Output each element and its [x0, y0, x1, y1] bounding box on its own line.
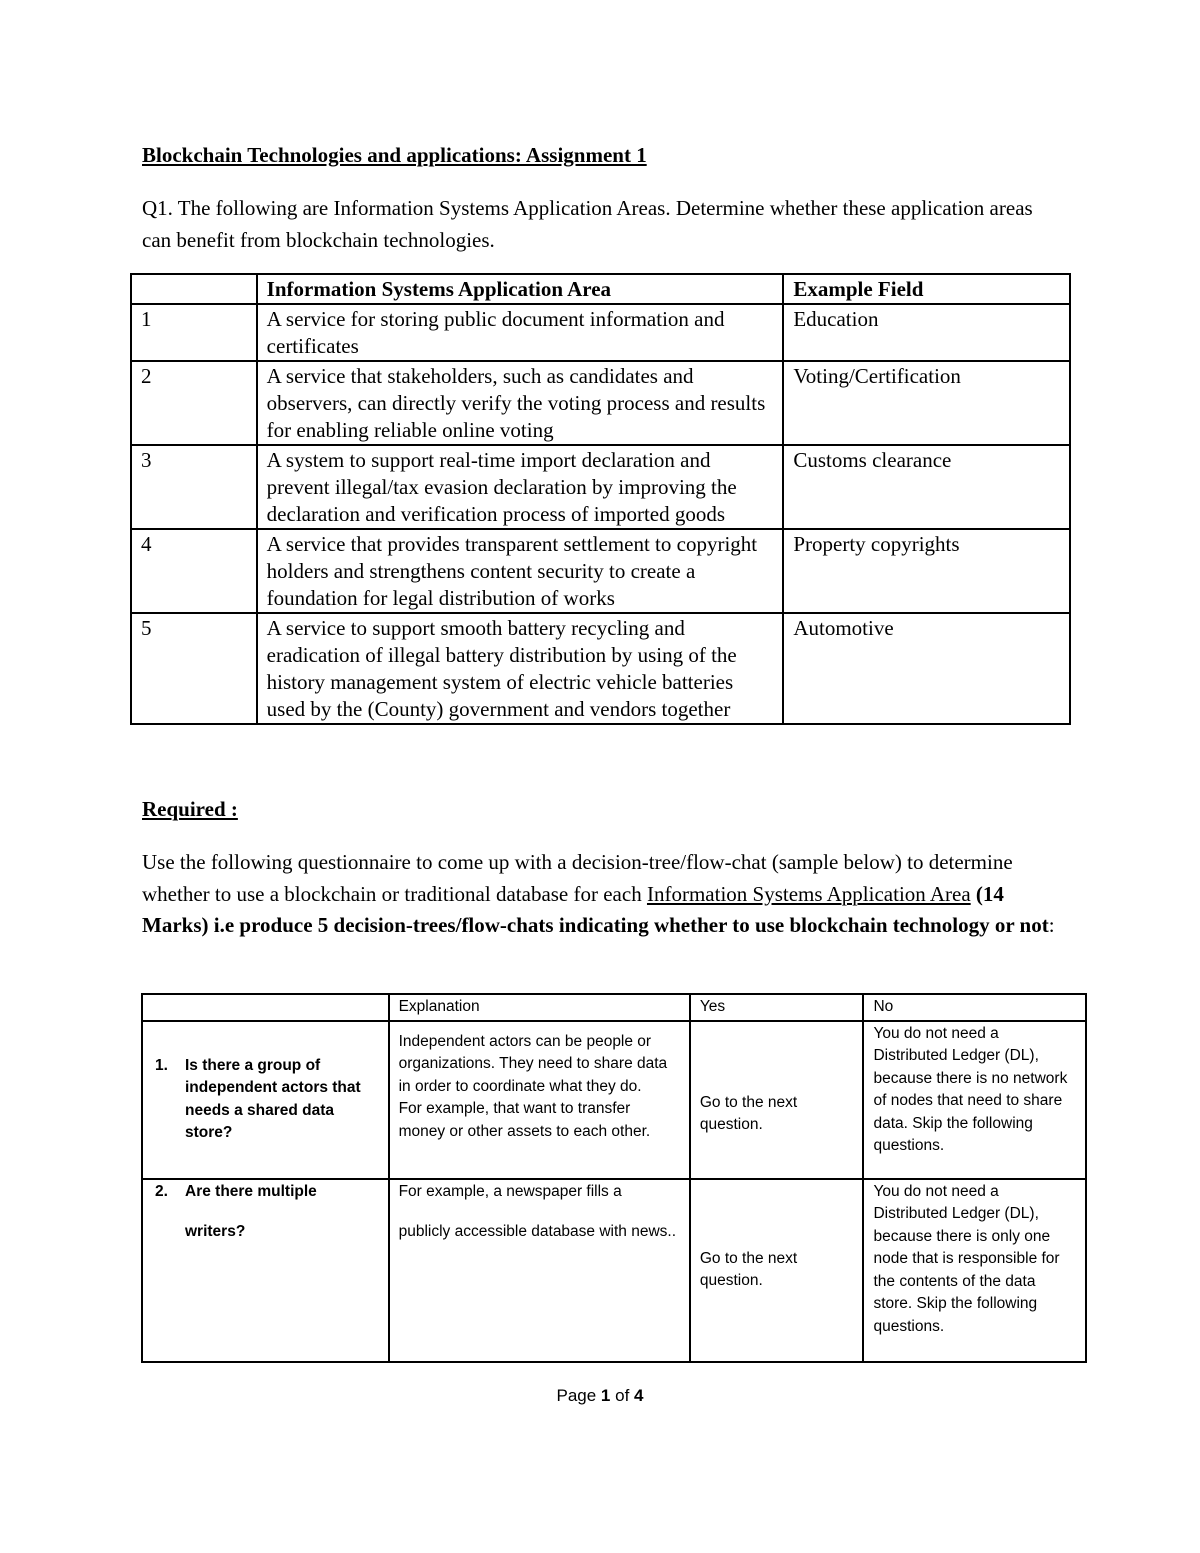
- row-number: 1: [131, 304, 257, 361]
- row-field: Automotive: [783, 613, 1070, 724]
- header-explanation: Explanation: [389, 994, 690, 1021]
- yes-cell: Go to the next question.: [690, 1021, 864, 1179]
- table-row: [131, 529, 1070, 613]
- header-yes: Yes: [690, 994, 864, 1021]
- question-number: 1.: [155, 1056, 168, 1074]
- explanation-cell: [389, 1021, 690, 1179]
- explanation-example: For example, that want to transfer money or other assets to each other.: [398, 1100, 651, 1140]
- footer-current-page: 1: [600, 1386, 611, 1405]
- question-1-text: Q1. The following are Information Systems Application Areas. Determine whether these application areas can benefit from blockchain technologies.: [142, 196, 1033, 252]
- table-row: [131, 445, 1070, 529]
- footer-page-word: Page: [556, 1386, 597, 1405]
- row-number: 5: [131, 613, 257, 724]
- questionnaire-table: [141, 993, 1087, 1363]
- header-number: [131, 274, 257, 304]
- explanation-text-continued: publicly accessible database with news..: [398, 1223, 677, 1240]
- table-row: [131, 361, 1070, 445]
- instructions-text: Use the following questionnaire to come up with a decision-tree/flow-chat (sample below) to determine whether to use a blockchain or traditional database for each: [142, 850, 1013, 906]
- row-field: Property copyrights: [783, 529, 1070, 613]
- question-number: 2.: [155, 1182, 168, 1200]
- page-footer: [0, 1386, 1200, 1406]
- instructions-deliverable: i.e produce 5 decision-trees/flow-chats indicating whether to use blockchain technology or not: [208, 913, 1049, 937]
- row-area: A service that provides transparent settlement to copyright holders and strengthens content security to create a foundation for legal distribution of works: [257, 529, 784, 613]
- explanation-text: For example, a newspaper fills a: [398, 1182, 622, 1200]
- header-no: No: [863, 994, 1086, 1021]
- yes-cell: Go to the next question.: [690, 1179, 864, 1362]
- row-area: A system to support real-time import declaration and prevent illegal/tax evasion declaration by improving the declaration and verification process of imported goods: [257, 445, 784, 529]
- row-number: 3: [131, 445, 257, 529]
- row-number: 4: [131, 529, 257, 613]
- question-cell: [142, 1179, 389, 1362]
- instructions-colon: :: [1048, 913, 1055, 937]
- header-question: [142, 994, 389, 1021]
- table-row: [131, 613, 1070, 724]
- table-row: [142, 1179, 1086, 1362]
- table-header-row: [142, 994, 1086, 1021]
- question-text-continued: writers?: [185, 1223, 246, 1240]
- document-title: Blockchain Technologies and applications: Assignment 1: [142, 143, 647, 167]
- table-header-row: [131, 274, 1070, 304]
- no-cell: You do not need a Distributed Ledger (DL), because there is only one node that is responsible for the contents of the data store. Skip the following questions.: [863, 1179, 1086, 1362]
- row-area: A service for storing public document information and certificates: [257, 304, 784, 361]
- question-text: Are there multiple: [185, 1182, 317, 1200]
- question-text: Is there a group of independent actors that needs a shared data store?: [185, 1056, 361, 1141]
- instructions-underlined-term: Information Systems Application Area: [646, 881, 971, 906]
- explanation-text: Independent actors can be people or organizations. They need to share data in order to coordinate what they do.: [398, 1032, 668, 1095]
- required-heading: Required :: [142, 797, 238, 821]
- row-area: A service that stakeholders, such as candidates and observers, can directly verify the voting process and results for enabling reliable online voting: [257, 361, 784, 445]
- instructions-marks: (14 Marks): [142, 881, 1004, 937]
- footer-of-word: of: [615, 1386, 630, 1405]
- question-cell: [142, 1021, 389, 1179]
- row-field: Customs clearance: [783, 445, 1070, 529]
- row-number: 2: [131, 361, 257, 445]
- explanation-cell: [389, 1179, 690, 1362]
- row-area: A service to support smooth battery recycling and eradication of illegal battery distribution by using of the history management system of electric vehicle batteries used by the (County) government and vendors together: [257, 613, 784, 724]
- row-field: Education: [783, 304, 1070, 361]
- header-application-area: Information Systems Application Area: [257, 274, 784, 304]
- table-row: [142, 1021, 1086, 1179]
- footer-total-pages: 4: [634, 1386, 644, 1405]
- required-instructions: [142, 847, 1062, 942]
- no-cell: You do not need a Distributed Ledger (DL), because there is no network of nodes that need to share data. Skip the following questions.: [863, 1021, 1086, 1179]
- table-row: [131, 304, 1070, 361]
- row-field: Voting/Certification: [783, 361, 1070, 445]
- application-areas-table: [130, 273, 1071, 725]
- header-example-field: Example Field: [783, 274, 1070, 304]
